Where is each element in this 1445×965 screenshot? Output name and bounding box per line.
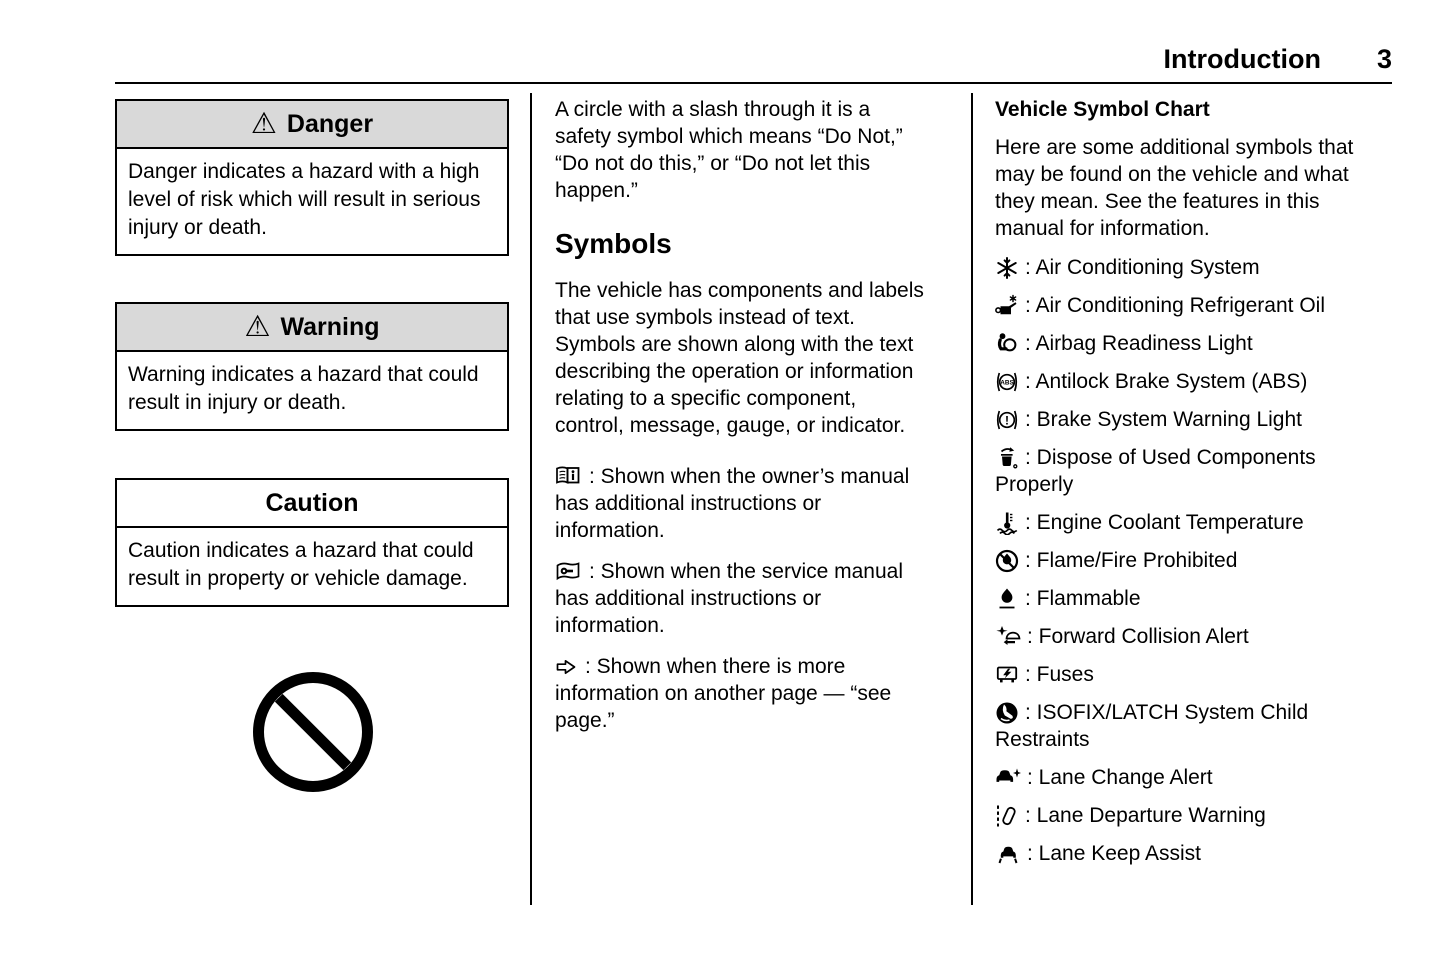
- see-page-note: [555, 653, 930, 734]
- column-separator-2: [971, 93, 973, 905]
- header-rule: [115, 82, 1392, 84]
- symbol-item: [995, 802, 1393, 829]
- symbol-item-text: : Lane Keep Assist: [1027, 842, 1201, 865]
- symbol-item: [995, 661, 1393, 688]
- symbol-item-text: : Air Conditioning Refrigerant Oil: [1025, 294, 1325, 317]
- isofix-child-seat-icon: [995, 701, 1019, 725]
- symbol-item-text: : Flammable: [1025, 587, 1141, 610]
- symbol-item-text: : Air Conditioning System: [1025, 256, 1260, 279]
- danger-box-header: [117, 101, 507, 149]
- symbol-item-text: : Fuses: [1025, 663, 1094, 686]
- page-number: 3: [1376, 44, 1392, 74]
- dispose-trash-icon: [995, 446, 1019, 470]
- owner-manual-note: [555, 463, 930, 544]
- symbol-item-text: : Lane Departure Warning: [1025, 804, 1266, 827]
- symbol-item: [995, 509, 1393, 536]
- flame-icon: [995, 587, 1019, 611]
- airbag-person-icon: [995, 332, 1019, 356]
- forward-collision-icon: [995, 625, 1021, 649]
- symbol-item-text: : ISOFIX/LATCH System Child Restraints: [995, 701, 1309, 751]
- page-header: [1164, 44, 1393, 75]
- symbol-item: [995, 330, 1393, 357]
- page-title: Introduction: [1163, 44, 1321, 74]
- symbols-heading: Symbols: [555, 228, 672, 259]
- middle-column: [555, 96, 930, 748]
- owner-manual-note-text: : Shown when the owner’s manual has additional instructions or information.: [555, 465, 910, 542]
- symbol-item-text: : Engine Coolant Temperature: [1025, 511, 1304, 534]
- oil-can-snowflake-icon: [995, 294, 1019, 318]
- danger-box: [115, 99, 509, 256]
- warning-triangle-icon: ⚠: [244, 310, 271, 343]
- danger-box-body: Danger indicates a hazard with a high level of risk which will result in serious injury or death.: [128, 160, 481, 239]
- svg-text:ABS: ABS: [1000, 379, 1014, 387]
- fuse-icon: [995, 663, 1019, 687]
- danger-box-title: Danger: [286, 110, 374, 138]
- service-manual-note: [555, 558, 930, 639]
- symbol-item: [995, 699, 1393, 753]
- left-column: [115, 99, 509, 792]
- brake-warning-circle-icon: [995, 408, 1019, 432]
- snowflake-icon: [995, 256, 1019, 280]
- symbol-item: [995, 840, 1393, 867]
- no-flame-icon: [995, 549, 1019, 573]
- column-separator-1: [530, 93, 532, 905]
- service-manual-book-icon: [555, 560, 581, 582]
- abs-circle-icon: [995, 370, 1019, 394]
- symbol-item-text: : Forward Collision Alert: [1027, 625, 1249, 648]
- symbol-item: [995, 292, 1393, 319]
- caution-box-header: [117, 480, 507, 528]
- lane-change-car-star-icon: [995, 766, 1021, 790]
- symbol-item-text: : Brake System Warning Light: [1025, 408, 1302, 431]
- symbol-item: [995, 585, 1393, 612]
- circle-slash-paragraph: A circle with a slash through it is a safety symbol which means “Do Not,” “Do not do this,” or “Do not let this happen.”: [555, 98, 903, 202]
- lane-keep-icon: [995, 842, 1021, 866]
- service-manual-note-text: : Shown when the service manual has additional instructions or information.: [555, 560, 904, 637]
- arrow-right-outline-icon: [555, 657, 577, 677]
- svg-text:!: !: [1005, 413, 1009, 428]
- warning-box-header: [117, 304, 507, 352]
- warning-box-body: Warning indicates a hazard that could result in injury or death.: [128, 363, 479, 414]
- symbol-item-text: : Flame/Fire Prohibited: [1025, 549, 1238, 572]
- symbol-item: [995, 368, 1393, 395]
- symbol-item-text: : Airbag Readiness Light: [1025, 332, 1253, 355]
- see-page-note-text: : Shown when there is more information on another page — “see page.”: [555, 655, 892, 732]
- vehicle-symbol-chart-heading: Vehicle Symbol Chart: [995, 98, 1210, 121]
- symbol-item: [995, 764, 1393, 791]
- warning-box: [115, 302, 509, 431]
- owner-manual-book-icon: [555, 465, 581, 487]
- right-column: [995, 96, 1393, 878]
- symbol-item: [995, 623, 1393, 650]
- symbol-item-text: : Lane Change Alert: [1027, 766, 1213, 789]
- vehicle-symbol-chart-intro: Here are some additional symbols that may be found on the vehicle and what they mean. See the features in this manual for information.: [995, 136, 1354, 240]
- caution-box: [115, 478, 509, 607]
- symbol-item: [995, 406, 1393, 433]
- warning-box-title: Warning: [280, 313, 380, 341]
- symbols-paragraph: The vehicle has components and labels that use symbols instead of text. Symbols are shown along with the text describing the operation or information relating to a specific component, control, message, gauge, or indicator.: [555, 279, 924, 437]
- symbol-item: [995, 547, 1393, 574]
- lane-departure-icon: [995, 804, 1019, 828]
- coolant-thermometer-icon: [995, 511, 1019, 535]
- prohibition-circle-slash-icon: [253, 672, 373, 792]
- warning-triangle-icon: ⚠: [250, 107, 277, 140]
- symbol-item: [995, 254, 1393, 281]
- symbol-item-text: : Dispose of Used Components Properly: [995, 446, 1316, 496]
- symbol-item: [995, 444, 1393, 498]
- caution-box-title: Caution: [265, 489, 359, 517]
- symbol-item-text: : Antilock Brake System (ABS): [1025, 370, 1308, 393]
- caution-box-body: Caution indicates a hazard that could result in property or vehicle damage.: [128, 539, 474, 590]
